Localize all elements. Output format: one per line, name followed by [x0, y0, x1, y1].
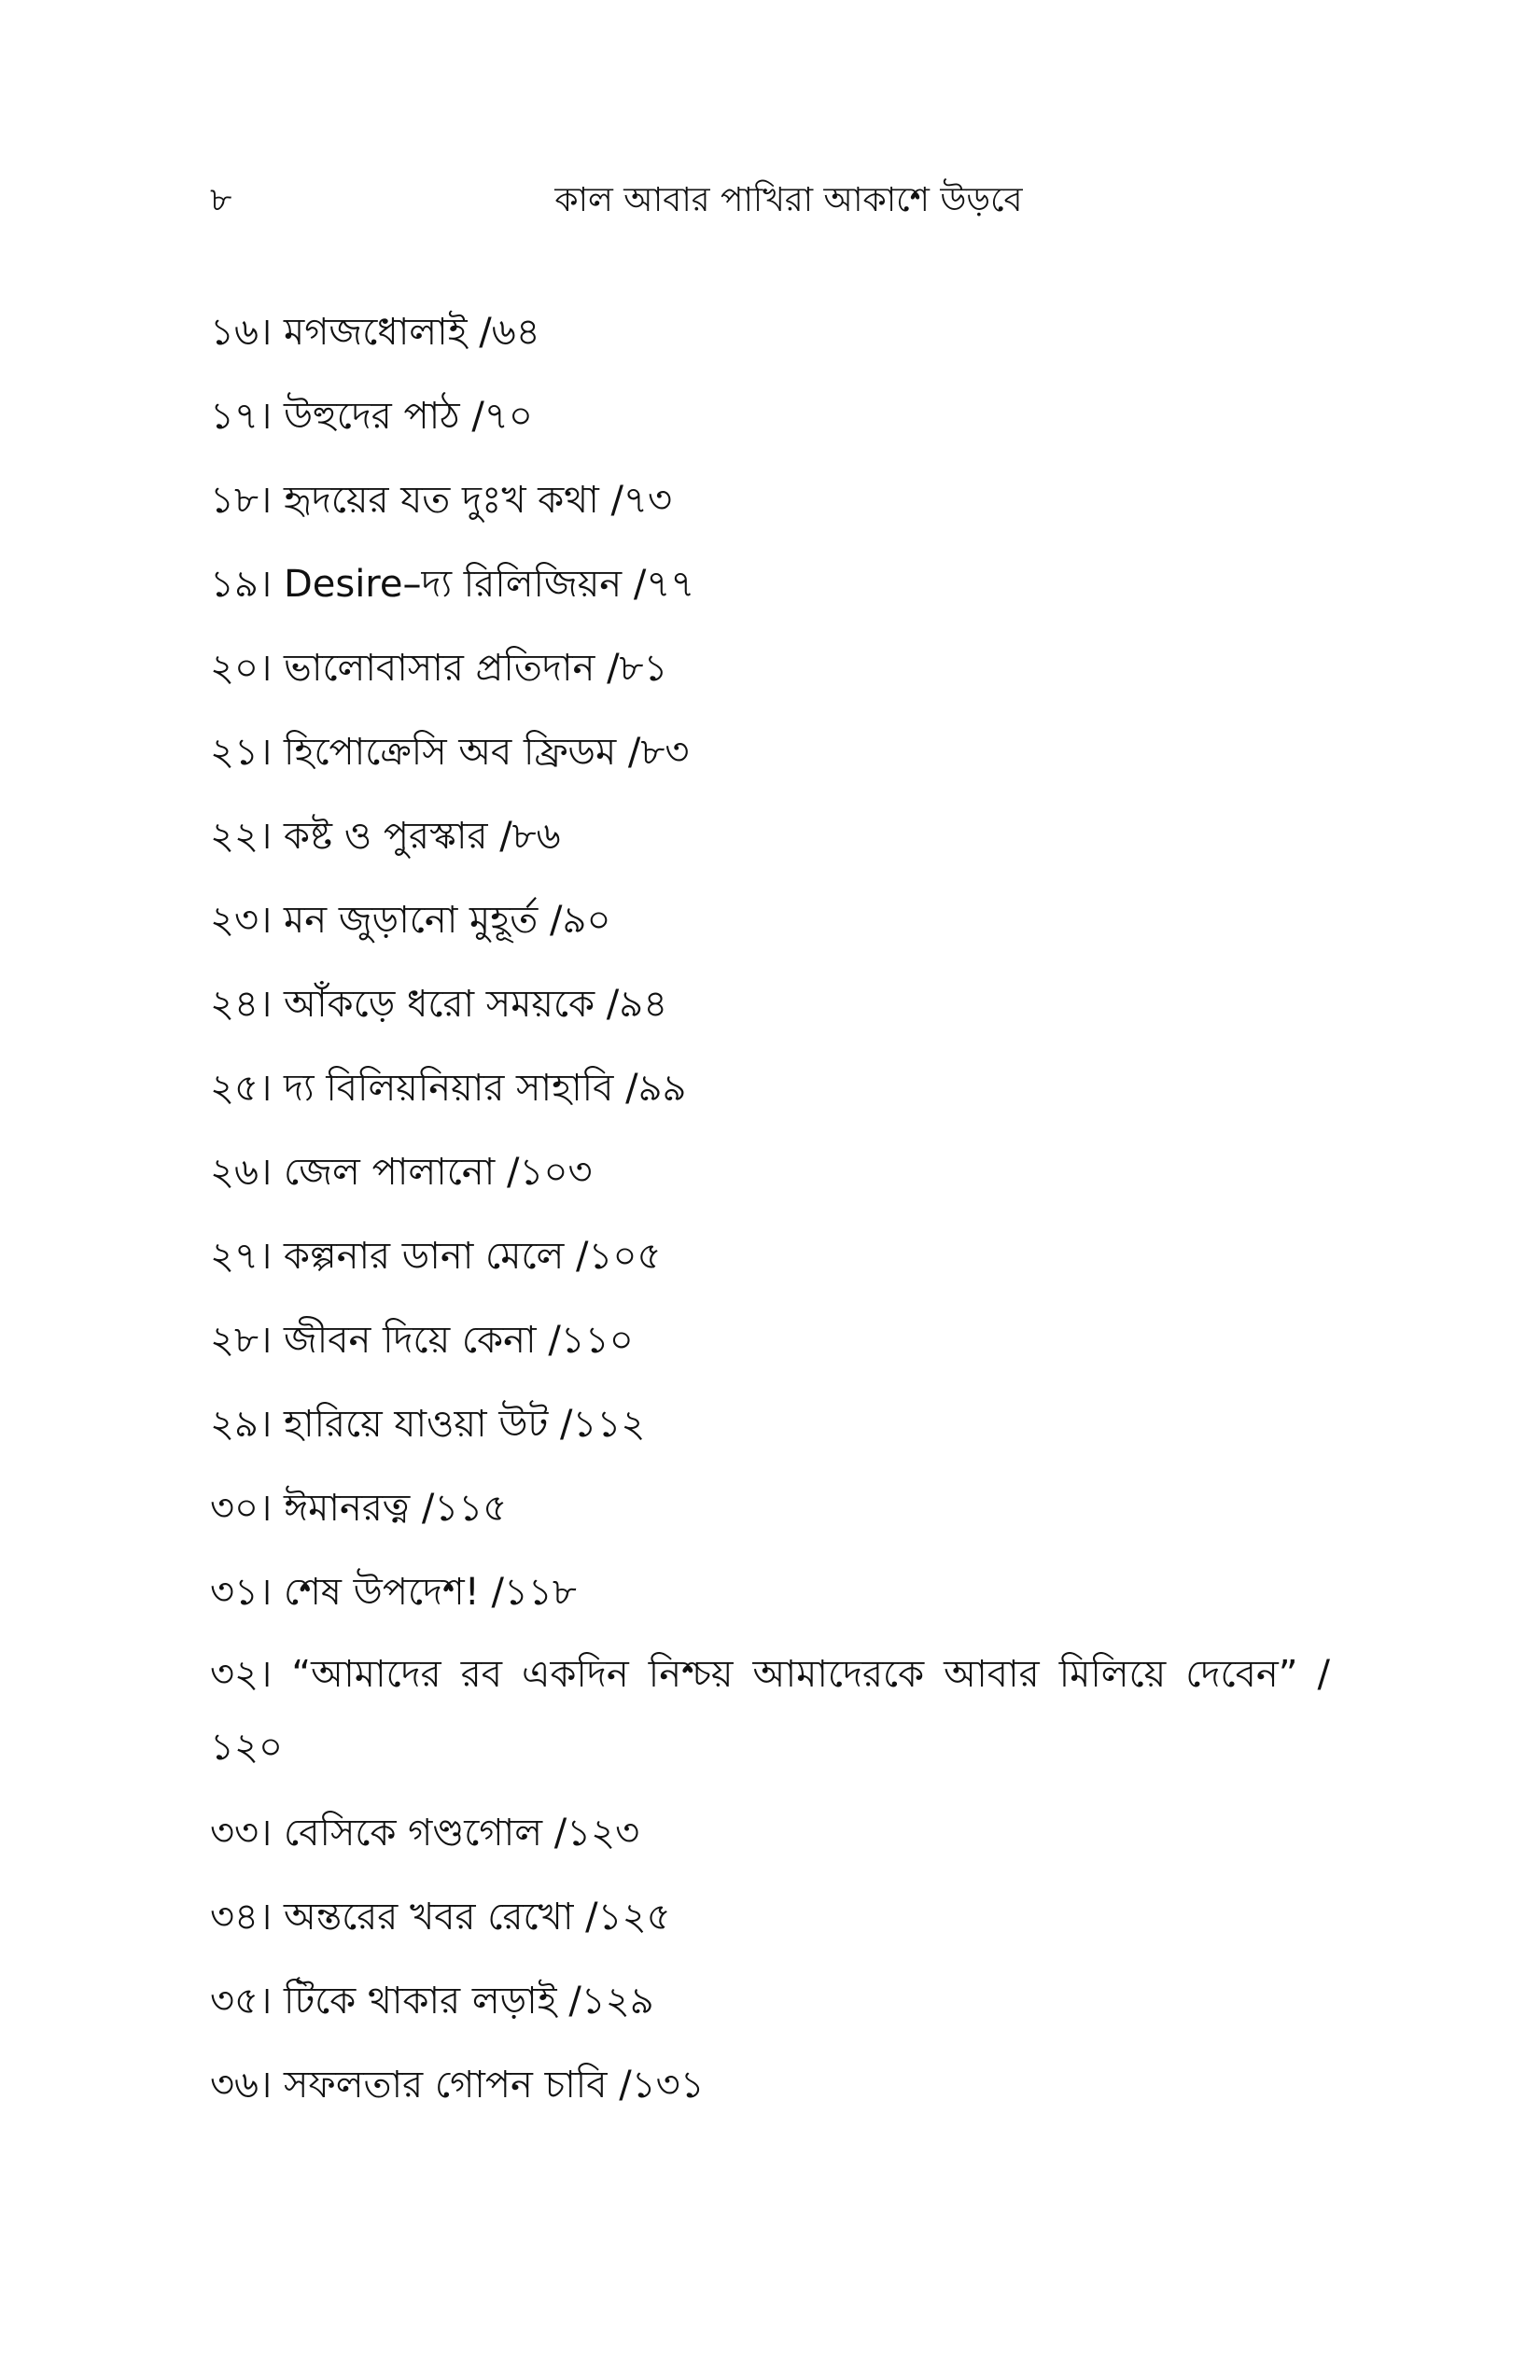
toc-entry-title: দ্য বিলিয়নিয়ার সাহাবি	[284, 1067, 614, 1110]
toc-entry-title: হৃদয়ের যত দুঃখ কথা	[283, 479, 599, 522]
toc-entry-number: ২১।	[210, 731, 273, 774]
toc-entry-page: /৯৯	[625, 1067, 687, 1110]
toc-entry	[210, 630, 1330, 714]
toc-entry-page: /১১০	[548, 1319, 634, 1362]
toc-entry-number: ২৫।	[210, 1067, 273, 1110]
toc-entry	[210, 714, 1330, 798]
toc-entry	[210, 1218, 1330, 1302]
toc-entry-page: /৭৩	[610, 479, 673, 522]
toc-entry	[210, 1470, 1330, 1554]
toc-entry-page: /১২৯	[568, 1980, 654, 2023]
toc-entry-page: /৭৭	[633, 563, 695, 606]
toc-entry-number: ২৭।	[210, 1235, 273, 1278]
toc-entry-number: ৩০।	[210, 1487, 273, 1530]
toc-entry-title: ভালোবাসার প্রতিদান	[284, 647, 595, 690]
toc-entry-number: ১৯।	[210, 563, 273, 606]
toc-entry-page: /১১২	[560, 1403, 646, 1446]
toc-entry-title: টিকে থাকার লড়াই	[284, 1980, 557, 2023]
toc-entry-number: ৩৩।	[210, 1812, 273, 1855]
toc-entry-title: বেসিকে গণ্ডগোল	[284, 1812, 543, 1855]
toc-entry	[210, 1638, 1330, 1784]
toc-entry-title: সফলতার গোপন চাবি	[284, 2064, 608, 2107]
toc-entry-title: “আমাদের রব একদিন নিশ্চয় আমাদেরকে আবার মিলিয়ে দেবেন”	[291, 1653, 1298, 1696]
toc-entry-title: শেষ উপদেশ!	[284, 1571, 480, 1614]
toc-entry-number: ৩১।	[210, 1571, 273, 1614]
toc-entry-page: /১০৫	[576, 1235, 662, 1278]
toc-entry-page: /১৩১	[619, 2064, 705, 2107]
toc-entry-title: জীবন দিয়ে কেনা	[284, 1319, 537, 1362]
toc-entry-page: /৮৬	[499, 815, 561, 858]
running-title: কাল আবার পাখিরা আকাশে উড়বে	[554, 181, 1023, 219]
toc-entry-page: /৮৩	[627, 731, 690, 774]
toc-entry-number: ১৬।	[210, 311, 273, 354]
toc-entry-title: অন্তরের খবর রেখো	[284, 1896, 574, 1939]
toc-entry-number: ৩৪।	[210, 1896, 273, 1939]
toc-entry-page: /১১৮	[491, 1571, 577, 1614]
toc-entry-title: আঁকড়ে ধরো সময়কে	[284, 983, 595, 1026]
toc-entry-number: ২৬।	[210, 1151, 273, 1194]
toc-entry-number: ২০।	[210, 647, 273, 690]
toc-entry	[210, 2047, 1330, 2131]
toc-entry	[210, 1795, 1330, 1879]
toc-entry-page: /৬৪	[479, 311, 540, 354]
toc-entry	[210, 798, 1330, 882]
page-number: ৮	[210, 181, 232, 219]
toc-entry-page: /৯৪	[606, 983, 668, 1026]
toc-entry	[210, 1302, 1330, 1386]
toc-entry-page: /১২৫	[585, 1896, 671, 1939]
toc-entry-title: হারিয়ে যাওয়া উট	[284, 1403, 549, 1446]
toc-entry-number: ২৮।	[210, 1319, 273, 1362]
toc-entry-title: হিপোক্রেসি অব ফ্রিডম	[284, 731, 617, 774]
toc-entry-title: জেল পালানো	[284, 1151, 496, 1194]
toc-entry	[210, 1879, 1330, 1963]
toc-entry-title: Desire–দ্য রিলিজিয়ন	[283, 563, 623, 606]
toc-entry	[210, 1134, 1330, 1218]
toc-entry-number: ৩৫।	[210, 1980, 273, 2023]
toc-entry	[210, 1386, 1330, 1470]
toc-entry-title: উহুদের পাঠ	[284, 395, 460, 438]
page-header	[210, 173, 1330, 229]
toc-entry	[210, 378, 1330, 462]
toc-entry-title: মন জুড়ানো মুহূর্ত	[284, 899, 539, 942]
toc-entry-number: ২৩।	[210, 899, 273, 942]
toc-entry-number: ৩২।	[210, 1653, 273, 1696]
toc-entry-page: /৭০	[471, 395, 533, 438]
toc-entry-number: ২২।	[210, 815, 273, 858]
toc-entry-number: ৩৬।	[210, 2064, 273, 2107]
toc-entry-number: ২৪।	[210, 983, 273, 1026]
toc-entry-number: ২৯।	[210, 1403, 273, 1446]
toc-entry	[210, 1963, 1330, 2047]
toc-entry	[210, 1554, 1330, 1638]
toc-entry	[210, 882, 1330, 966]
toc-entry	[210, 462, 1330, 546]
toc-entry	[210, 1050, 1330, 1134]
toc-entry-number: ১৭।	[210, 395, 273, 438]
toc-entry-page: /১১৫	[421, 1487, 508, 1530]
toc-entry-title: ঈমানরত্ন	[284, 1487, 411, 1530]
toc-entry-page: /১২৩	[553, 1812, 640, 1855]
toc-entry-page: /৮১	[607, 647, 668, 690]
toc-entry	[210, 546, 1330, 630]
toc-entry-title: কষ্ট ও পুরস্কার	[284, 815, 488, 858]
toc-entry-title: মগজধোলাই	[284, 311, 468, 354]
toc-entry	[210, 966, 1330, 1050]
table-of-contents	[210, 294, 1330, 2131]
toc-entry-page: /৯০	[550, 899, 611, 942]
toc-entry-page: /১২০	[210, 1653, 1330, 1769]
toc-entry-number: ১৮।	[210, 479, 273, 522]
toc-entry-title: কল্পনার ডানা মেলে	[284, 1235, 565, 1278]
toc-entry-page: /১০৩	[507, 1151, 593, 1194]
toc-entry	[210, 294, 1330, 378]
